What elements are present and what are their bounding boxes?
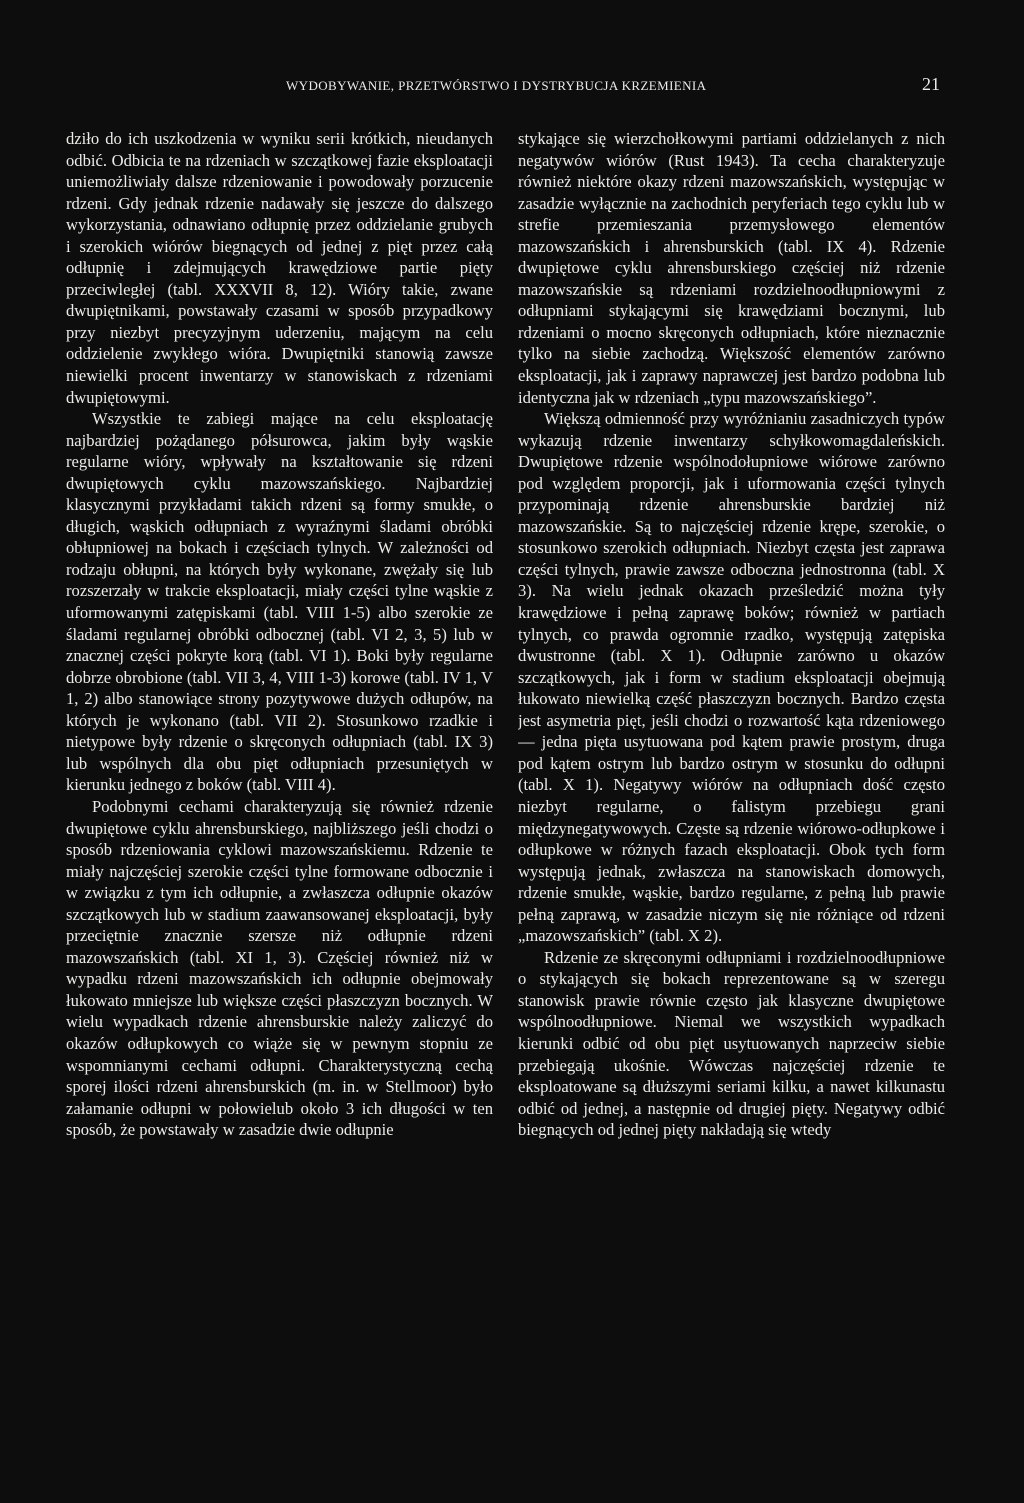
right-column: [518, 128, 945, 1448]
page-number: 21: [922, 74, 940, 94]
left-column: [66, 128, 493, 1448]
paragraph: dziło do ich uszkodzenia w wyniku serii krótkich, nieudanych odbić. Odbicia te na rdzeniach w szczątkowej fazie eksploatacji uniemożliwiały dalsze rdzeniowanie i powodowały porzucenie rdzeni. Gdy jednak rdzenie nadawały się jeszcze do dalszego wykorzystania, odnawiano odłupnię przez oddzielanie grubych i szerokich wiórów biegnących od jednej z pięt przez całą odłupnię i zdejmujących krawędziowe partie pięty przeciwległej (tabl. XXXVII 8, 12). Wióry takie, zwane dwupiętnikami, powstawały czasami w sposób przypadkowy przy niezbyt precyzyjnym uderzeniu, mającym na celu oddzielenie zwykłego wióra. Dwupiętniki stanowią zawsze niewielki procent inwentarzy w stanowiskach z rdzeniami dwupiętowymi.: [66, 129, 493, 407]
paragraph: Rdzenie ze skręconymi odłupniami i rozdzielnoodłupniowe o stykających się bokach reprezentowane są w szeregu stanowisk prawie równie często jak klasyczne dwupiętowe wspólnoodłupniowe. Niemal we wszystkich wypadkach kierunki odbić od obu pięt usytuowanych naprzeciw siebie przebiegają ukośnie. Wówczas najczęściej rdzenie te eksploatowane są dłuższymi seriami kilku, a nawet kilkunastu odbić od jednej, a następnie od drugiej pięty. Negatywy odbić biegnących od jednej pięty nakładają się wtedy: [518, 947, 945, 1140]
paragraph: Większą odmienność przy wyróżnianiu zasadniczych typów wykazują rdzenie inwentarzy schyłkowomagdaleńskich. Dwupiętowe rdzenie wspólnodołupniowe wiórowe zarówno pod względem proporcji, jak i uformowania części tylnych przypominają rdzenie ahrensburskie bardziej niż mazowszańskie. Są to najczęściej rdzenie krępe, szerokie, o stosunkowo szerokich odłupniach. Niezbyt częsta jest zaprawa części tylnych, prawie zawsze odboczna jednostronna (tabl. X 3). Na wielu jednak okazach prześledzić można tyły krawędziowe i pełną zaprawę boków; również w partiach tylnych, co prawda ogromnie rzadko, występują zatępiska dwustronne (tabl. X 1). Odłupnie zarówno u okazów szczątkowych, jak i form w stadium eksploatacji obejmują łukowato niewielką część płaszczyzn bocznych. Bardzo częsta jest asymetria pięt, jeśli chodzi o rozwartość kąta rdzeniowego — jedna pięta usytuowana pod kątem prawie prostym, druga pod kątem ostrym lub bardzo ostrym w stosunku do odłupni (tabl. X 1). Negatywy wiórów na odłupniach dość często niezbyt regularne, o falistym przebiegu grani międzynegatywowych. Częste są rdzenie wiórowo-odłupkowe i odłupkowe w różnych fazach eksploatacji. Obok tych form występują jednak, zwłaszcza na stanowiskach domowych, rdzenie smukłe, wąskie, bardzo regularne, z pełną lub prawie pełną zaprawą, w zasadzie niczym się nie różniące od rdzeni „mazowszańskich” (tabl. X 2).: [518, 409, 945, 946]
paragraph: Podobnymi cechami charakteryzują się również rdzenie dwupiętowe cyklu ahrensburskiego, najbliższego jeśli chodzi o sposób rdzeniowania cyklowi mazowszańskiemu. Rdzenie te miały najczęściej szerokie części tylne formowane odbocznie i w związku z tym ich odłupnie, a zwłaszcza odłupnie okazów szczątkowych lub w stadium zaawansowanej eksploatacji, były przeciętnie znacznie szersze niż odłupnie rdzeni mazowszańskich (tabl. XI 1, 3). Częściej również niż w wypadku rdzeni mazowszańskich ich odłupnie obejmowały łukowato mniejsze lub większe części płaszczyzn bocznych. W wielu wypadkach rdzenie ahrensburskie należy zaliczyć do okazów odłupkowych co wiąże się w pewnym stopniu ze wspomnianymi cechami odłupni. Charakterystyczną cechą sporej ilości rdzeni ahrensburskich (m. in. w Stellmoor) było załamanie odłupni w połowielub około 3 ich długości w ten sposób, że powstawały w zasadzie dwie odłupnie: [66, 796, 493, 1140]
paragraph: Wszystkie te zabiegi mające na celu eksploatację najbardziej pożądanego półsurowca, jakim były wąskie regularne wióry, wpływały na kształtowanie się rdzeni dwupiętowych cyklu mazowszańskiego. Najbardziej klasycznymi przykładami takich rdzeni są formy smukłe, o długich, wąskich odłupniach z wyraźnymi śladami obróbki obłupniowej na bokach i częściach tylnych. W zależności od rodzaju obłupni, na których były wykonane, zwężały się lub rozszerzały w trakcie eksploatacji, miały części tylne wąskie z uformowanymi zatępiskami (tabl. VIII 1-5) albo szerokie ze śladami regularnej obróbki odbocznej (tabl. VI 2, 3, 5) lub w znacznej części pokryte korą (tabl. VI 1). Boki były regularne dobrze obrobione (tabl. VII 3, 4, VIII 1-3) korowe (tabl. IV 1, V 1, 2) albo stanowiące strony pozytywowe dużych odłupów, na których je wykonano (tabl. VII 2). Stosunkowo rzadkie i nietypowe były rdzenie o skręconych odłupniach (tabl. IX 3) lub wspólnych dla obu pięt odłupniach przesuniętych w kierunku jednego z boków (tabl. VIII 4).: [66, 409, 493, 795]
running-title: WYDOBYWANIE, PRZETWÓRSTWO I DYSTRYBUCJA KRZEMIENIA: [286, 78, 707, 93]
page-header: [0, 74, 1024, 102]
paragraph: stykające się wierzchołkowymi partiami oddzielanych z nich negatywów wiórów (Rust 1943). Ta cecha charakteryzuje również niektóre okazy rdzeni mazowszańskich, występując w zasadzie wyłącznie na zachodnich peryferiach tego cyklu lub w strefie przemieszania przemysłowego elementów mazowszańskich i ahrensburskich (tabl. IX 4). Rdzenie dwupiętowe cyklu ahrensburskiego częściej niż rdzenie mazowszańskie są rdzeniami rozdzielnoodłupniowymi z odłupniami stykającymi się krawędziami bocznymi, lub rdzeniami o mocno skręconych odłupniach, które nieznacznie tylko na siebie zachodzą. Większość elementów zarówno eksploatacji, jak i zaprawy naprawczej jest bardzo podobna lub identyczna jak w rdzeniach „typu mazowszańskiego”.: [518, 129, 945, 407]
